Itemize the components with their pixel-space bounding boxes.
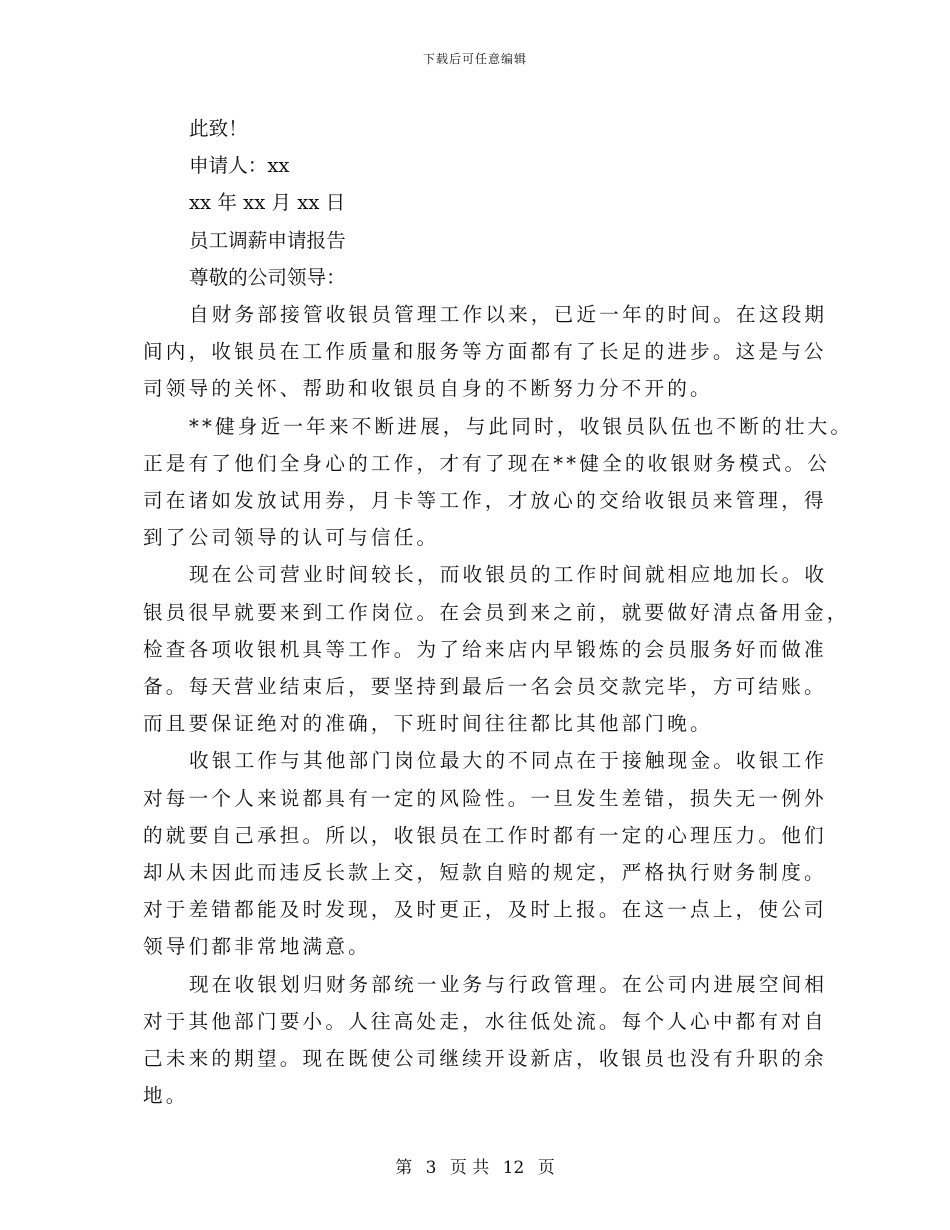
paragraph-line: 对每一个人来说都具有一定的风险性。一旦发生差错，损失无一例外 (143, 786, 827, 810)
paragraph-line: 对于差错都能及时发现，及时更正，及时上报。在这一点上，使公司 (143, 898, 827, 922)
paragraph-line: 而且要保证绝对的准确，下班时间往往都比其他部门晚。 (143, 712, 713, 736)
paragraph-3 (143, 556, 850, 742)
paragraph-line: 间内，收银员在工作质量和服务等方面都有了长足的进步。这是与公 (143, 340, 827, 364)
footer-suffix: 页 (537, 1158, 555, 1178)
page-footer (0, 1153, 950, 1178)
paragraph-line: 正是有了他们全身心的工作，才有了现在**健全的收银财务模式。公 (143, 451, 831, 475)
paragraph-line: 现在公司营业时间较长，而收银员的工作时间就相应地加长。收 (189, 563, 828, 587)
document-body (143, 110, 854, 1114)
paragraph-line: 对于其他部门要小。人往高处走，水往低处流。每个人心中都有对自 (143, 1009, 827, 1033)
paragraph-line: 却从未因此而违反长款上交，短款自赔的规定，严格执行财务制度。 (143, 861, 827, 885)
paragraph-line: 自财务部接管收银员管理工作以来，已近一年的时间。在这段期 (189, 303, 828, 327)
page-header (0, 50, 950, 67)
paragraph-line: 收银工作与其他部门岗位最大的不同点在于接触现金。收银工作 (189, 749, 828, 773)
paragraph-line: 地。 (143, 1084, 189, 1108)
page-total: 12 (502, 1158, 525, 1178)
paragraph-line: 己未来的期望。现在既使公司继续开设新店，收银员也没有升职的余 (143, 1047, 827, 1071)
paragraph-line: 到了公司领导的认可与信任。 (143, 526, 440, 550)
date-line: xx 年 xx 月 xx 日 (189, 191, 346, 215)
paragraph-line: 的就要自己承担。所以，收银员在工作时都有一定的心理压力。他们 (143, 823, 827, 847)
paragraph-5 (143, 966, 828, 1115)
paragraph-line: 司在诸如发放试用券，月卡等工作，才放心的交给收银员来管理，得 (143, 489, 827, 513)
header-text: 下载后可任意编辑 (422, 52, 527, 66)
paragraph-line: **健身近一年来不断进展，与此同时，收银员队伍也不断的壮大。 (189, 414, 854, 438)
paragraph-1 (143, 296, 828, 408)
footer-middle: 页 共 (449, 1158, 490, 1178)
paragraph-line: 银员很早就要来到工作岗位。在会员到来之前，就要做好清点备用金， (143, 600, 850, 624)
paragraph-line: 现在收银划归财务部统一业务与行政管理。在公司内进展空间相 (189, 972, 828, 996)
page-number: 3 (425, 1158, 437, 1178)
applicant-line: 申请人：xx (189, 154, 290, 178)
paragraph-line: 检查各项收银机具等工作。为了给来店内早锻炼的会员服务好而做准 (143, 637, 827, 661)
paragraph-line: 司领导的关怀、帮助和收银员自身的不断努力分不开的。 (143, 377, 713, 401)
paragraph-2 (143, 408, 854, 557)
paragraph-4 (143, 742, 828, 965)
paragraph-line: 领导们都非常地满意。 (143, 935, 371, 959)
footer-prefix: 第 (395, 1158, 413, 1178)
closing-line: 此致！ (189, 117, 248, 140)
salutation: 尊敬的公司领导： (189, 265, 346, 289)
paragraph-line: 备。每天营业结束后，要坚持到最后一名会员交款完毕，方可结账。 (143, 675, 827, 699)
report-title: 员工调薪申请报告 (189, 228, 346, 252)
